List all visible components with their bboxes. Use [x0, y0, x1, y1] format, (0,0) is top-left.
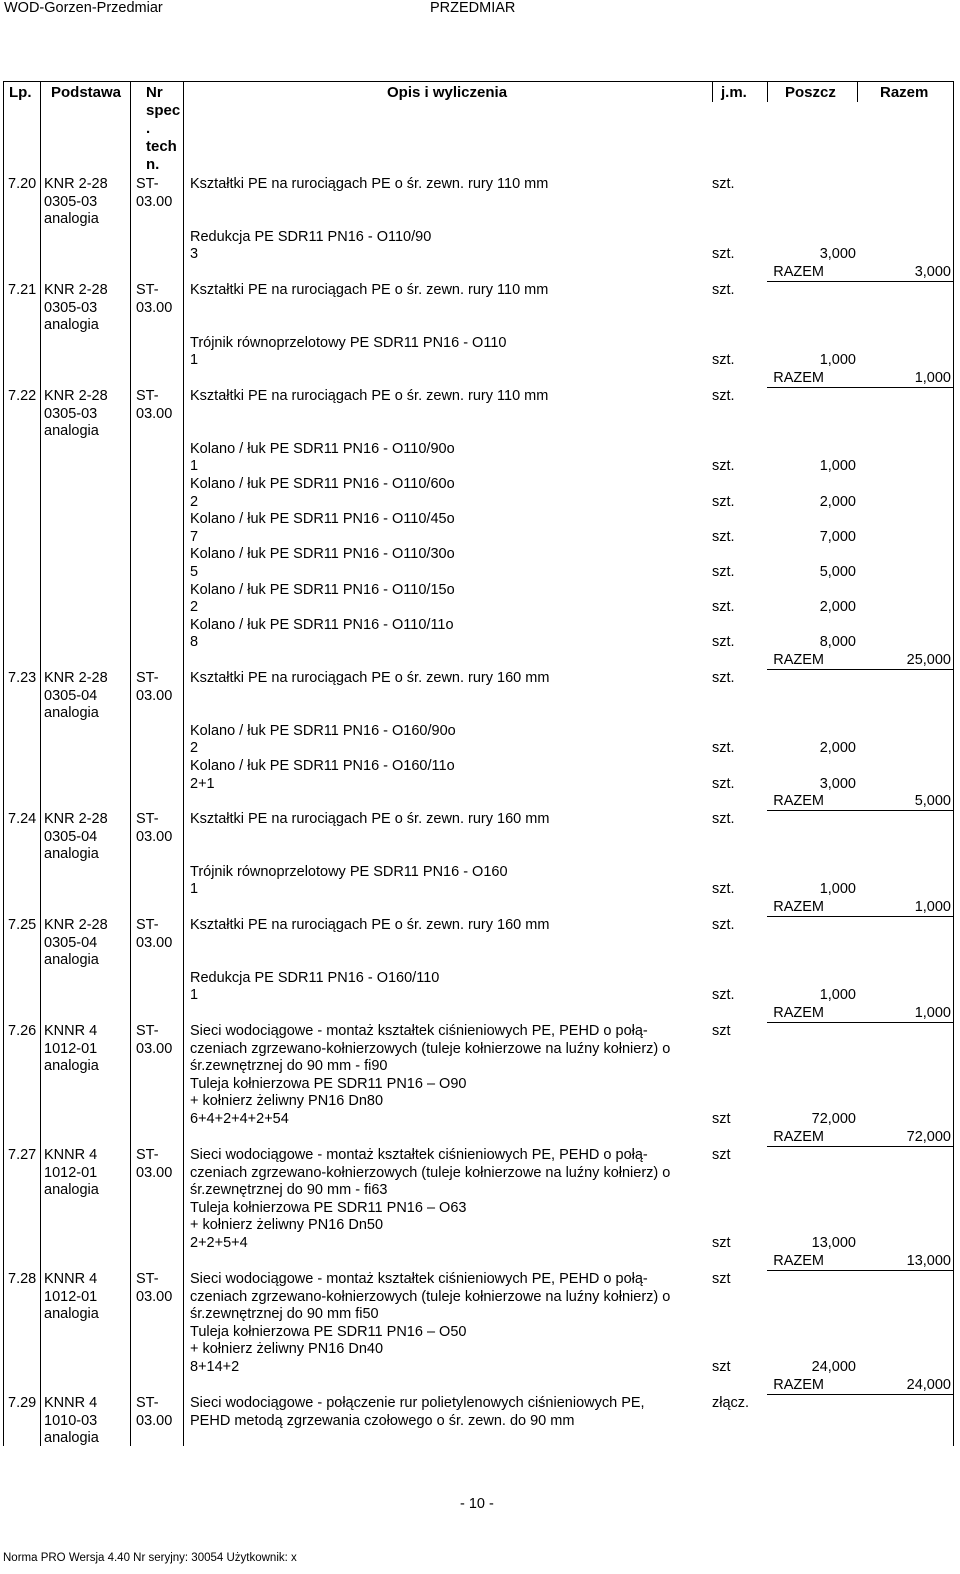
item-lp: 7.22 — [8, 388, 37, 404]
calc-value: 13,000 — [811, 1235, 856, 1251]
razem-label: RAZEM — [773, 1128, 824, 1145]
item-podstawa: 1012-01 — [44, 1288, 98, 1305]
item-podstawa: KNR 2-28 — [44, 811, 108, 827]
calc-expression: 2+2+5+4 — [190, 1235, 248, 1251]
item-podstawa: analogia — [44, 846, 99, 863]
calc-expression: 3 — [190, 246, 199, 263]
item-spec: 03.00 — [136, 1164, 173, 1181]
razem-separator — [767, 810, 953, 811]
razem-value: 72,000 — [906, 1128, 951, 1145]
item-lp: 7.20 — [8, 176, 37, 192]
item-unit: szt. — [712, 917, 735, 933]
col-border-poszcz — [857, 81, 858, 102]
item-spec: ST- — [136, 1023, 159, 1039]
item-spec: ST- — [136, 1271, 159, 1287]
col-border-opis — [712, 81, 713, 102]
calc-description: Kolano / łuk PE SDR11 PN16 - O110/90o — [190, 440, 455, 457]
calc-expression: 2+1 — [190, 775, 215, 792]
calc-value: 2,000 — [819, 599, 856, 616]
item-podstawa: 1012-01 — [44, 1040, 98, 1057]
item-spec: 03.00 — [136, 687, 173, 704]
item-description: śr.zewnętrznej do 90 mm fi50 — [190, 1306, 379, 1323]
razem-value: 24,000 — [906, 1376, 951, 1393]
calc-unit: szt. — [712, 775, 735, 792]
item-unit: szt. — [712, 811, 735, 827]
calc-unit: szt. — [712, 987, 735, 1004]
item-unit: szt — [712, 1023, 731, 1039]
col-border-left — [3, 81, 4, 1446]
item-description: Tuleja kołnierzowa PE SDR11 PN16 – O50 — [190, 1323, 467, 1340]
item-podstawa: 0305-04 — [44, 687, 98, 704]
item-spec: 03.00 — [136, 828, 173, 845]
calc-unit: szt. — [712, 564, 735, 580]
calc-unit: szt. — [712, 528, 735, 545]
item-podstawa: 0305-03 — [44, 193, 98, 210]
item-spec: 03.00 — [136, 1412, 173, 1429]
calc-description: Kolano / łuk PE SDR11 PN16 - O110/11o — [190, 616, 454, 633]
col-header-nr-spec: Nr spec . tech n. — [146, 84, 181, 173]
calc-value: 1,000 — [819, 881, 856, 898]
item-lp: 7.25 — [8, 917, 37, 933]
item-podstawa: analogia — [44, 705, 99, 722]
item-spec: ST- — [136, 811, 159, 827]
item-unit: szt — [712, 1147, 731, 1163]
item-unit: złącz. — [712, 1395, 750, 1411]
item-podstawa: KNR 2-28 — [44, 670, 108, 686]
item-podstawa: analogia — [44, 952, 99, 969]
item-podstawa: KNNR 4 — [44, 1023, 98, 1039]
calc-description: Kolano / łuk PE SDR11 PN16 - O110/15o — [190, 581, 455, 598]
calc-value: 5,000 — [819, 564, 856, 580]
calc-expression: 2 — [190, 493, 199, 510]
calc-unit: szt. — [712, 458, 735, 475]
col-border-jm — [767, 81, 768, 102]
calc-value: 1,000 — [819, 458, 856, 475]
item-description: Kształtki PE na rurociągach PE o śr. zewn. rury 160 mm — [190, 917, 550, 933]
calc-expression: 1 — [190, 458, 199, 475]
razem-separator — [767, 281, 953, 282]
item-podstawa: analogia — [44, 423, 99, 440]
calc-expression: 2 — [190, 599, 199, 616]
item-podstawa: KNR 2-28 — [44, 917, 108, 933]
razem-separator — [767, 387, 953, 388]
calc-expression: 8+14+2 — [190, 1359, 240, 1375]
razem-label: RAZEM — [773, 264, 824, 280]
item-spec: ST- — [136, 282, 159, 298]
calc-value: 1,000 — [819, 352, 856, 369]
razem-value: 1,000 — [914, 1005, 951, 1021]
item-spec: ST- — [136, 388, 159, 404]
calc-value: 2,000 — [819, 493, 856, 510]
item-spec: ST- — [136, 176, 159, 192]
item-unit: szt — [712, 1271, 731, 1287]
calc-description: Kolano / łuk PE SDR11 PN16 - O110/45o — [190, 511, 455, 528]
calc-value: 7,000 — [819, 528, 856, 545]
razem-value: 3,000 — [914, 264, 951, 280]
calc-unit: szt — [712, 1359, 731, 1375]
item-lp: 7.23 — [8, 670, 37, 686]
item-description: Kształtki PE na rurociągach PE o śr. zewn. rury 110 mm — [190, 388, 549, 404]
calc-description: Kolano / łuk PE SDR11 PN16 - O160/90o — [190, 722, 456, 739]
razem-value: 13,000 — [906, 1252, 951, 1269]
item-podstawa: KNNR 4 — [44, 1271, 98, 1287]
calc-unit: szt. — [712, 634, 735, 651]
item-description: Tuleja kołnierzowa PE SDR11 PN16 – O63 — [190, 1199, 467, 1216]
calc-expression: 7 — [190, 528, 199, 545]
item-lp: 7.24 — [8, 811, 37, 827]
item-podstawa: 1010-03 — [44, 1412, 98, 1429]
item-spec: ST- — [136, 1395, 159, 1411]
app-name: WOD-Gorzen-Przedmiar — [4, 0, 163, 16]
item-podstawa: 0305-03 — [44, 405, 98, 422]
calc-unit: szt. — [712, 352, 735, 369]
calc-description: Kolano / łuk PE SDR11 PN16 - O110/60o — [190, 476, 455, 492]
calc-unit: szt — [712, 1235, 731, 1251]
col-border-right — [953, 81, 954, 1446]
item-spec: 03.00 — [136, 405, 173, 422]
item-description: Tuleja kołnierzowa PE SDR11 PN16 – O90 — [190, 1075, 467, 1092]
calc-value: 24,000 — [811, 1359, 856, 1375]
razem-separator — [767, 1146, 953, 1147]
razem-label: RAZEM — [773, 1005, 824, 1021]
item-spec: ST- — [136, 917, 159, 933]
item-podstawa: analogia — [44, 1182, 99, 1199]
razem-label: RAZEM — [773, 652, 824, 668]
razem-label: RAZEM — [773, 793, 824, 810]
calc-value: 2,000 — [819, 740, 856, 757]
calc-description: Kolano / łuk PE SDR11 PN16 - O160/11o — [190, 758, 455, 774]
item-lp: 7.21 — [8, 282, 37, 298]
razem-separator — [767, 1270, 953, 1271]
item-description: Kształtki PE na rurociągach PE o śr. zewn. rury 110 mm — [190, 282, 549, 298]
calc-expression: 8 — [190, 634, 199, 651]
document-title: PRZEDMIAR — [430, 0, 516, 16]
item-spec: 03.00 — [136, 934, 173, 951]
razem-label: RAZEM — [773, 899, 824, 915]
calc-description: Kolano / łuk PE SDR11 PN16 - O110/30o — [190, 546, 455, 563]
item-description: Kształtki PE na rurociągach PE o śr. zewn. rury 160 mm — [190, 811, 550, 827]
item-spec: 03.00 — [136, 1040, 173, 1057]
col-header-jm: j.m. — [721, 84, 747, 101]
razem-label: RAZEM — [773, 1376, 824, 1393]
col-border-spec — [183, 81, 184, 1446]
calc-expression: 1 — [190, 352, 199, 369]
calc-description: Redukcja PE SDR11 PN16 - O110/90 — [190, 228, 432, 245]
item-spec: 03.00 — [136, 193, 173, 210]
item-description: + kołnierz żeliwny PN16 Dn80 — [190, 1093, 384, 1110]
calc-value: 1,000 — [819, 987, 856, 1004]
item-podstawa: 0305-03 — [44, 299, 98, 316]
item-lp: 7.26 — [8, 1023, 37, 1039]
item-unit: szt. — [712, 388, 735, 404]
calc-expression: 6+4+2+4+2+54 — [190, 1111, 289, 1127]
calc-value: 8,000 — [819, 634, 856, 651]
calc-unit: szt. — [712, 493, 735, 510]
calc-expression: 2 — [190, 740, 199, 757]
item-podstawa: analogia — [44, 1058, 99, 1075]
razem-value: 5,000 — [914, 793, 951, 810]
col-header-opis: Opis i wyliczenia — [387, 84, 508, 101]
item-description: śr.zewnętrznej do 90 mm - fi90 — [190, 1058, 388, 1075]
item-podstawa: KNR 2-28 — [44, 282, 108, 298]
calc-description: Trójnik równoprzelotowy PE SDR11 PN16 - O110 — [190, 334, 507, 351]
item-podstawa: 0305-04 — [44, 828, 98, 845]
calc-value: 3,000 — [819, 246, 856, 263]
calc-unit: szt. — [712, 740, 735, 757]
razem-value: 1,000 — [914, 370, 951, 386]
item-spec: 03.00 — [136, 299, 173, 316]
calc-unit: szt. — [712, 599, 735, 616]
item-podstawa: 1012-01 — [44, 1164, 98, 1181]
item-description: czeniach zgrzewano-kołnierzowych (tuleje kołnierzowe na luźny kołnierz) o — [190, 1040, 671, 1057]
calc-expression: 5 — [190, 564, 199, 580]
razem-separator — [767, 916, 953, 917]
item-podstawa: analogia — [44, 1306, 99, 1323]
item-description: + kołnierz żeliwny PN16 Dn50 — [190, 1217, 384, 1234]
item-podstawa: KNR 2-28 — [44, 176, 108, 192]
calc-description: Redukcja PE SDR11 PN16 - O160/110 — [190, 969, 440, 986]
item-spec: 03.00 — [136, 1288, 173, 1305]
calc-unit: szt. — [712, 246, 735, 263]
item-podstawa: KNNR 4 — [44, 1395, 98, 1411]
razem-separator — [767, 1394, 953, 1395]
col-header-poszcz: Poszcz — [785, 84, 836, 101]
razem-value: 25,000 — [906, 652, 951, 668]
item-description: czeniach zgrzewano-kołnierzowych (tuleje kołnierzowe na luźny kołnierz) o — [190, 1164, 671, 1181]
page-number: - 10 - — [460, 1496, 494, 1512]
razem-separator — [767, 669, 953, 670]
item-description: Sieci wodociągowe - montaż kształtek ciśnieniowych PE, PEHD o połą- — [190, 1023, 648, 1039]
item-podstawa: 0305-04 — [44, 934, 98, 951]
item-description: czeniach zgrzewano-kołnierzowych (tuleje kołnierzowe na luźny kołnierz) o — [190, 1288, 671, 1305]
calc-value: 72,000 — [811, 1111, 856, 1127]
item-lp: 7.27 — [8, 1147, 37, 1163]
razem-label: RAZEM — [773, 370, 824, 386]
col-border-lp — [40, 81, 41, 1446]
item-unit: szt. — [712, 670, 735, 686]
razem-value: 1,000 — [914, 899, 951, 915]
calc-value: 3,000 — [819, 775, 856, 792]
calc-description: Trójnik równoprzelotowy PE SDR11 PN16 - O160 — [190, 863, 508, 880]
table-top-border — [3, 81, 954, 82]
item-description: + kołnierz żeliwny PN16 Dn40 — [190, 1341, 384, 1358]
footer-text: Norma PRO Wersja 4.40 Nr seryjny: 30054 Użytkownik: x — [3, 1552, 297, 1564]
item-description: Kształtki PE na rurociągach PE o śr. zewn. rury 110 mm — [190, 176, 549, 192]
item-podstawa: analogia — [44, 317, 99, 334]
item-unit: szt. — [712, 176, 735, 192]
item-podstawa: analogia — [44, 211, 99, 228]
item-podstawa: KNNR 4 — [44, 1147, 98, 1163]
item-unit: szt. — [712, 282, 735, 298]
calc-expression: 1 — [190, 987, 199, 1004]
col-header-razem: Razem — [880, 84, 929, 101]
col-header-lp: Lp. — [9, 84, 32, 101]
item-description: Sieci wodociągowe - połączenie rur polietylenowych ciśnieniowych PE, — [190, 1395, 645, 1411]
razem-label: RAZEM — [773, 1252, 824, 1269]
item-lp: 7.28 — [8, 1271, 37, 1287]
item-spec: ST- — [136, 1147, 159, 1163]
razem-separator — [767, 1022, 953, 1023]
item-description: Kształtki PE na rurociągach PE o śr. zewn. rury 160 mm — [190, 670, 550, 686]
item-description: śr.zewnętrznej do 90 mm - fi63 — [190, 1182, 388, 1199]
col-border-podstawa — [130, 81, 131, 1446]
item-description: Sieci wodociągowe - montaż kształtek ciśnieniowych PE, PEHD o połą- — [190, 1271, 648, 1287]
item-description: PEHD metodą zgrzewania czołowego o śr. zewn. do 90 mm — [190, 1412, 575, 1429]
calc-unit: szt. — [712, 881, 735, 898]
item-lp: 7.29 — [8, 1395, 37, 1411]
col-header-podstawa: Podstawa — [51, 84, 122, 101]
item-description: Sieci wodociągowe - montaż kształtek ciśnieniowych PE, PEHD o połą- — [190, 1147, 648, 1163]
item-podstawa: analogia — [44, 1430, 99, 1447]
calc-expression: 1 — [190, 881, 199, 898]
calc-unit: szt — [712, 1111, 731, 1127]
item-podstawa: KNR 2-28 — [44, 388, 108, 404]
item-spec: ST- — [136, 670, 159, 686]
